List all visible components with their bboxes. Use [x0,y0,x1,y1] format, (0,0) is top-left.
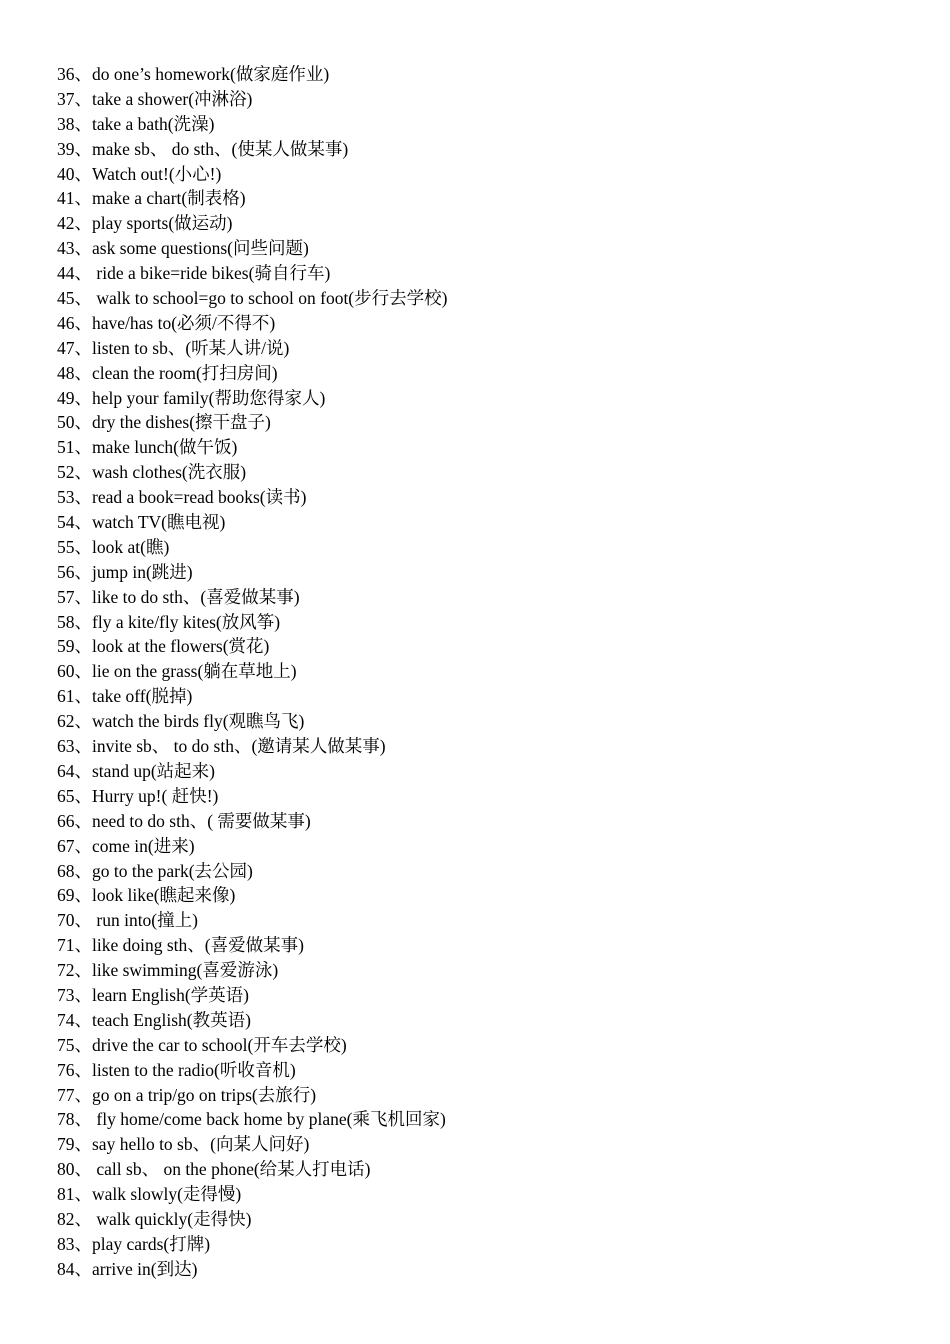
list-item: 49、help your family(帮助您得家人) [57,387,326,408]
list-item: 80、 call sb、 on the phone(给某人打电话) [57,1159,371,1180]
list-item: 65、Hurry up!( 赶快!) [57,785,219,806]
list-item: 78、 fly home/come back home by plane(乘飞机回家) [57,1109,446,1130]
list-item: 70、 run into(撞上) [57,910,198,931]
list-item: 75、drive the car to school(开车去学校) [57,1034,347,1055]
list-item: 46、have/has to(必须/不得不) [57,312,276,333]
list-item: 79、say hello to sb、(向某人问好) [57,1134,310,1155]
list-item: 71、like doing sth、(喜爱做某事) [57,935,304,956]
list-item: 41、make a chart(制表格) [57,188,246,209]
list-item: 73、learn English(学英语) [57,984,249,1005]
list-item: 69、look like(瞧起来像) [57,885,236,906]
list-item: 50、dry the dishes(擦干盘子) [57,412,271,433]
list-item: 62、watch the birds fly(观瞧鸟飞) [57,711,305,732]
list-item: 38、take a bath(洗澡) [57,113,215,134]
list-item: 55、look at(瞧) [57,536,170,557]
list-item: 53、read a book=read books(读书) [57,487,307,508]
list-item: 77、go on a trip/go on trips(去旅行) [57,1084,317,1105]
list-item: 51、make lunch(做午饭) [57,437,238,458]
list-item: 83、play cards(打牌) [57,1233,211,1254]
list-item: 56、jump in(跳进) [57,561,193,582]
list-item: 66、need to do sth、( 需要做某事) [57,810,311,831]
list-item: 42、play sports(做运动) [57,213,233,234]
list-item: 58、fly a kite/fly kites(放风筝) [57,611,281,632]
list-item: 45、 walk to school=go to school on foot(步行去学校) [57,288,448,309]
list-item: 37、take a shower(冲淋浴) [57,88,253,109]
list-item: 72、like swimming(喜爱游泳) [57,960,279,981]
list-item: 61、take off(脱掉) [57,686,193,707]
list-item: 43、ask some questions(问些问题) [57,238,309,259]
list-item: 84、arrive in(到达) [57,1258,198,1279]
list-item: 48、clean the room(打扫房间) [57,362,278,383]
list-item: 81、walk slowly(走得慢) [57,1184,242,1205]
list-item: 54、watch TV(瞧电视) [57,512,226,533]
list-item: 39、make sb、 do sth、(使某人做某事) [57,138,349,159]
list-item: 52、wash clothes(洗衣服) [57,462,247,483]
list-item: 44、 ride a bike=ride bikes(骑自行车) [57,263,331,284]
list-item: 82、 walk quickly(走得快) [57,1208,252,1229]
list-item: 40、Watch out!(小心!) [57,163,222,184]
list-item: 64、stand up(站起来) [57,760,215,781]
list-item: 63、invite sb、 to do sth、(邀请某人做某事) [57,736,386,757]
list-item: 47、listen to sb、(听某人讲/说) [57,337,290,358]
list-item: 74、teach English(教英语) [57,1009,251,1030]
phrase-list [57,62,447,1282]
list-item: 67、come in(进来) [57,835,195,856]
list-item: 60、lie on the grass(躺在草地上) [57,661,297,682]
list-item: 76、listen to the radio(听收音机) [57,1059,296,1080]
list-item: 68、go to the park(去公园) [57,860,253,881]
list-item: 59、look at the flowers(赏花) [57,636,270,657]
list-item: 36、do one’s homework(做家庭作业) [57,64,330,84]
list-item: 57、like to do sth、(喜爱做某事) [57,586,300,607]
